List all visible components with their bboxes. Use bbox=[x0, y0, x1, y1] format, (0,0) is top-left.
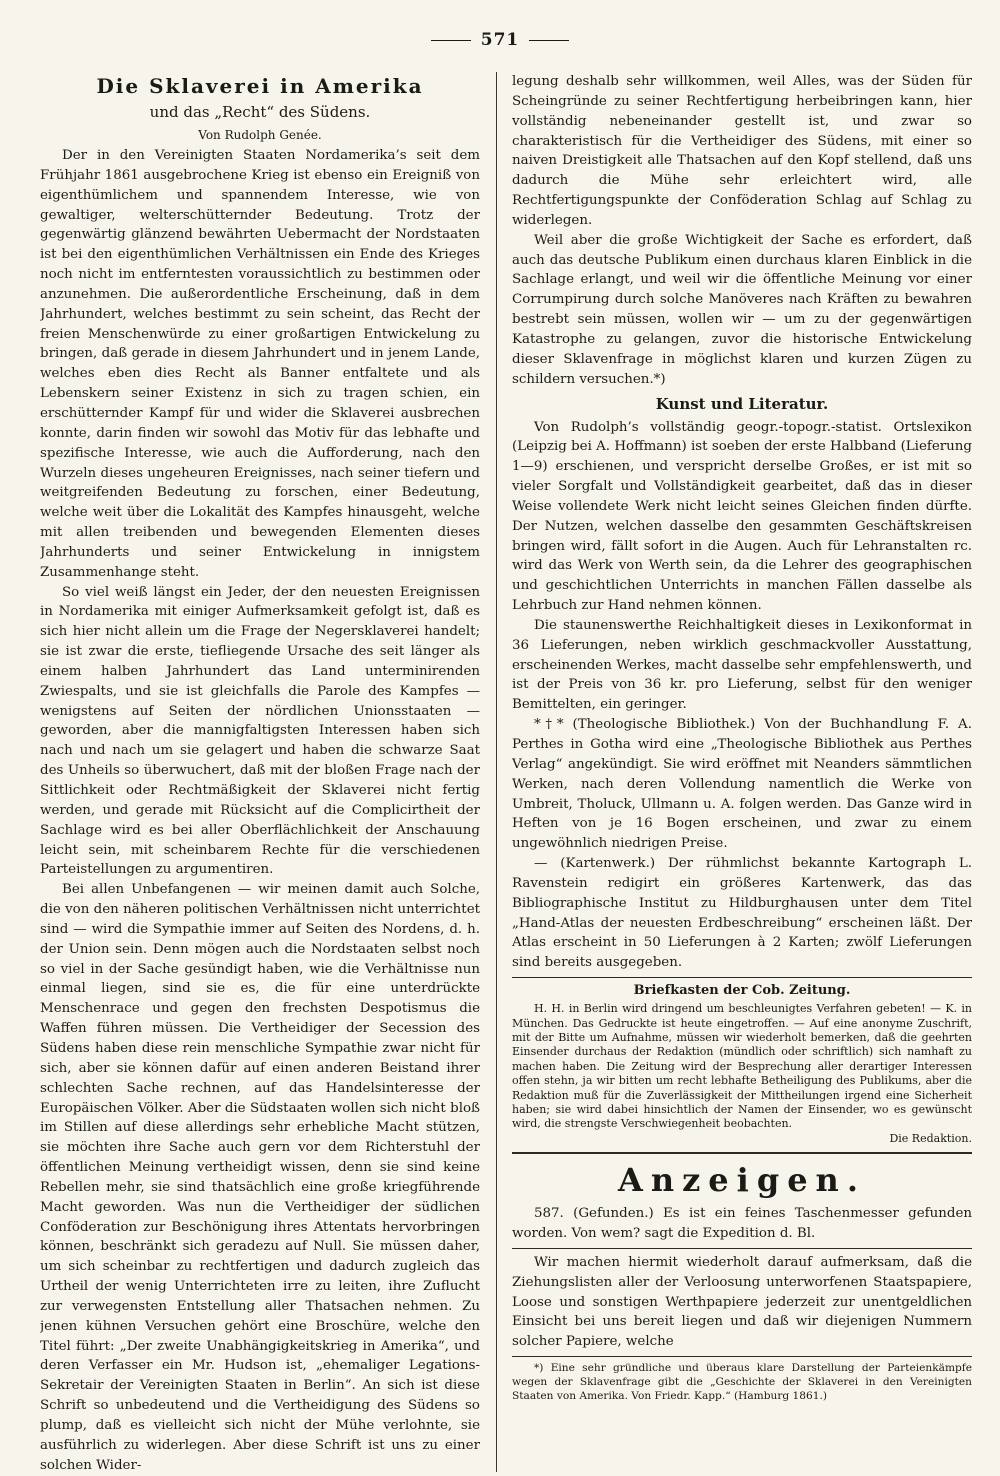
footnote: *) Eine sehr gründliche und überaus klare Darstellung der Parteienkämpfe wegen der Sklavenfrage gibt die „Geschichte der Sklaverei in den Vereinigten Staaten von Amerika. Von Friedr. Kapp.“ (Hamburg 1861.) bbox=[512, 1362, 972, 1403]
divider bbox=[512, 1356, 972, 1357]
article-title: Die Sklaverei in Amerika bbox=[96, 74, 424, 98]
article-paragraph: Bei allen Unbefangenen — wir meinen damit auch Solche, die von den näheren politischen Verhältnissen nicht unterrichtet sind — wird die Sympathie immer auf Seiten des Nordens, d. h. der Union sein. Denn mögen auch die Nordstaaten selbst noch so viel in der Sache gesündigt haben, wie die Verhältnisse nun einmal liegen, sind sie es, die für eine unterdrückte Menschenrace und gegen den frechsten Despotismus die Waffen führen müssen. Die Vertheidiger der Secession des Südens haben diese rein menschliche Sympathie zwar nicht für sich, aber sie können dafür auf einen anderen Beistand ihrer schlechten Sache rechnen, auf das Handelsinteresse der Europäischen Völker. Aber die Südstaaten wollen sich nicht bloß im Stillen auf diese allerdings sehr erhebliche Macht stützen, sie möchten ihre Sache auch gern vor dem Richterstuhl der öffentlichen Meinung vertheidigt wissen, denn sie sind keine Rebellen mehr, sie sind thatsächlich eine große kriegführende Macht geworden. Was nun die Vertheidiger der südlichen Conföderation zur Beschönigung ihres Attentats hervorbringen können, beschränkt sich geradezu auf Null. Sie müssen daher, um sich scheinbar zu rechtfertigen und dadurch zugleich das Urtheil der wenig Unterrichteten irre zu leiten, ihre Zuflucht zur verwegensten Entstellung aller Thatsachen nehmen. Zu jenen kühnen Versuchen gehört eine Broschüre, welche den Titel führt: „Der zweite Unabhängigkeitskrieg in Amerika“, und deren Verfasser ein Mr. Hudson ist, „ehemaliger Legations-Sekretair der Vereinigten Staaten in Berlin“. An sich ist diese Schrift so unbedeutend und die Vertheidigung des Südens so plump, daß es vielleicht sich nicht der Mühe verlohnte, sie ausführlich zu widerlegen. Aber diese Schrift ist uns zu einer solchen Wider- bbox=[40, 882, 480, 1473]
article-subtitle: und das „Recht“ des Südens. bbox=[149, 103, 371, 121]
briefkasten-text: H. H. in Berlin wird dringend um beschleunigtes Verfahren gebeten! — K. in München. Das Gedruckte ist heute eingetroffen. — Auf eine anonyme Zuschrift, mit der Bitte um Aufnahme, müssen wir wiederholt bemerken, daß die geehrten Einsender durchaus der Redaktion (mündlich oder schriftlich) sich namhaft zu machen haben. Die Zeitung wird der Besprechung aller derartiger Interessen offen stehn, ja wir bitten um recht lebhafte Betheiligung des Publikums, aber die Redaktion muß für die Zuverlässigkeit der Mittheilungen irgend eine Sicherheit haben; sie wird dabei hinsichtlich der Namen der Einsender, wo es gewünscht wird, die strengste Verschwiegenheit beobachten. bbox=[512, 1002, 972, 1131]
divider bbox=[512, 1152, 972, 1154]
left-column bbox=[40, 72, 480, 1476]
kunst-paragraph: Die staunenswerthe Reichhaltigkeit dieses in Lexikonformat in 36 Lieferungen, neben wirklich geschmackvoller Ausstattung, erscheinenden Werkes, macht dasselbe sehr empfehlenswerth, und ist der Preis von 36 kr. pro Lieferung, selbst für den weniger Bemittelten, ein geringer. bbox=[512, 617, 972, 713]
right-column bbox=[512, 72, 972, 1403]
section-heading-kunst: Kunst und Literatur. bbox=[655, 394, 829, 413]
divider bbox=[512, 1248, 972, 1249]
article-paragraph: Der in den Vereinigten Staaten Nordamerika’s seit dem Frühjahr 1861 ausgebrochene Krieg ist ebenso ein Ereigniß von eigenthümlichem und spannendem Interesse, wie von gewaltiger, welterschütternder Bedeutung. Trotz der gegenwärtig glänzend bewährten Uebermacht der Nordstaaten ist bei den eigenthümlichen Verhältnissen ein Ende des Krieges noch nicht im entferntesten voraussichtlich zu bestimmen oder anzunehmen. Die außerordentliche Erscheinung, daß in dem Jahrhundert, welches bestimmt zu sein scheint, das Recht der freien Menschenwürde zu einer großartigen Entwickelung zu bringen, daß gerade in diesem Jahrhundert und in jenem Lande, welches eben dies Recht als Banner entfaltete und als Lebenskern seiner Existenz in sich zu tragen schien, ein erschütternder Kampf für und wider die Sklaverei ausbrechen konnte, darin finden wir sowohl das Motiv für das lebhafte und spezifische Interesse, wie auch die Aufforderung, nach den Wurzeln dieses ungeheuren Ereignisses, nach seiner tiefern und weitgreifenden Bedeutung zu forschen, einer Bedeutung, welche weit über die Lokalität des Kampfes hinausgeht, welche mit allen treibenden und bewegenden Elementen dieses Jahrhunderts und seiner Entwickelung in innigstem Zusammenhange steht. bbox=[40, 148, 480, 580]
anzeigen-heading: Anzeigen. bbox=[618, 1161, 866, 1200]
article-paragraph: legung deshalb sehr willkommen, weil Alles, was der Süden für Scheingründe zu seiner Rechtfertigung herbeibringen kann, hier vollständig nebeneinander gestellt ist, und zwar so charakteristisch für die Vertheidiger des Südens, mit einer so naiven Dreistigkeit alle Thatsachen auf den Kopf stellend, daß uns dadurch die Mühe sehr erleichtert wird, alle Rechtfertigungspunkte der Conföderation Schlag auf Schlag zu widerlegen. bbox=[512, 74, 972, 228]
footnote-block bbox=[512, 1361, 972, 1403]
advert-found: 587. (Gefunden.) Es ist ein feines Taschenmesser gefunden worden. Von wem? sagt die Expedition d. Bl. bbox=[512, 1206, 972, 1242]
page-number: 571 bbox=[0, 30, 1000, 50]
column-divider bbox=[496, 72, 497, 1472]
kunst-paragraph: Von Rudolph’s vollständig geogr.-topogr.-statist. Ortslexikon (Leipzig bei A. Hoffmann) ist soeben der erste Halbband (Lieferung 1—9) erschienen, und verspricht derselbe Großes, er ist mit so vieler Sorgfalt und Vollständigkeit gearbeitet, daß das in dieser Weise vollendete Werk nicht leicht seines Gleichen finden dürfte. Der Nutzen, welchen dasselbe den gesammten Geschäftskreisen bringen wird, fällt sofort in die Augen. Auch für Lehranstalten rc. wird das Werk von Werth sein, da die Lehrer des geographischen und geschichtlichen Unterrichts in manchen Fällen dasselbe als Lehrbuch zur Hand nehmen können. bbox=[512, 419, 972, 614]
advert-lists: Wir machen hiermit wiederholt darauf aufmerksam, daß die Ziehungslisten aller der Verloosung unterworfenen Staatspapiere, Loose und sonstigen Werthpapiere jederzeit zur unentgeldlichen Einsicht bei uns bereit liegen und daß wir diejenigen Nummern solcher Papiere, welche bbox=[512, 1254, 972, 1350]
article-paragraph: Weil aber die große Wichtigkeit der Sache es erfordert, daß auch das deutsche Publikum einen durchaus klaren Einblick in die Sachlage erlangt, und weil wir die öffentliche Meinung vor einer Corrumpirung durch solche Manöveres nach Kräften zu bewahren bestrebt sein müssen, wollen wir — um zu der gegenwärtigen Katastrophe zu gelangen, zuvor die historische Entwickelung dieser Sklavenfrage in möglichst klaren und kurzen Zügen zu schildern versuchen.*) bbox=[512, 232, 972, 387]
article-author: Von Rudolph Genée. bbox=[198, 128, 322, 142]
kunst-paragraph: *†* (Theologische Bibliothek.) Von der Buchhandlung F. A. Perthes in Gotha wird eine „Theologische Bibliothek aus Perthes Verlag“ angekündigt. Sie wird eröffnet mit Neanders sämmtlichen Werken, nach deren Vollendung namentlich die Werke von Umbreit, Tholuck, Ullmann u. A. folgen werden. Das Ganze wird in Heften von je 16 Bogen erscheinen, und zwar zu einem ungewöhnlich niedrigen Preise. bbox=[512, 717, 972, 852]
briefkasten-heading: Briefkasten der Cob. Zeitung. bbox=[633, 983, 851, 999]
kunst-paragraph: — (Kartenwerk.) Der rühmlichst bekannte Kartograph L. Ravenstein redigirt ein größeres Kartenwerk, das das Bibliographische Institut zu Hildburghausen unter dem Titel „Hand-Atlas der neuesten Erdbeschreibung“ erscheinen läßt. Der Atlas erscheint in 50 Lieferungen à 2 Karten; zwölf Lieferungen sind bereits ausgegeben. bbox=[512, 856, 972, 971]
divider bbox=[512, 977, 972, 978]
article-paragraph: So viel weiß längst ein Jeder, der den neuesten Ereignissen in Nordamerika mit einiger Aufmerksamkeit gefolgt ist, daß es sich hier nicht allein um die Frage der Negersklaverei handelt; sie ist zwar die erste, tiefliegende Ursache des seit länger als einem halben Jahrhundert das Land unterminirenden Zwiespalts, und sie ist gleichfalls die Parole des Kampfes — wenigstens auf Seiten der nördlichen Unionsstaaten — geworden, aber die mannigfaltigsten Interessen haben sich nach und nach um sie gelagert und haben die schwarze Saat des Unheils so überwuchert, daß mit der bloßen Frage nach der Sittlichkeit oder Rechtmäßigkeit der Sklaverei nicht fertig werden, und gerade mit Rücksicht auf die Complicirtheit der Sachlage wird es bei aller Oberflächlichkeit der Anschauung leicht sein, mit scheinbarem Rechte für die verschiedenen Parteistellungen zu argumentiren. bbox=[40, 584, 480, 878]
briefkasten-block bbox=[512, 1002, 972, 1146]
briefkasten-signature: Die Redaktion. bbox=[889, 1131, 972, 1145]
